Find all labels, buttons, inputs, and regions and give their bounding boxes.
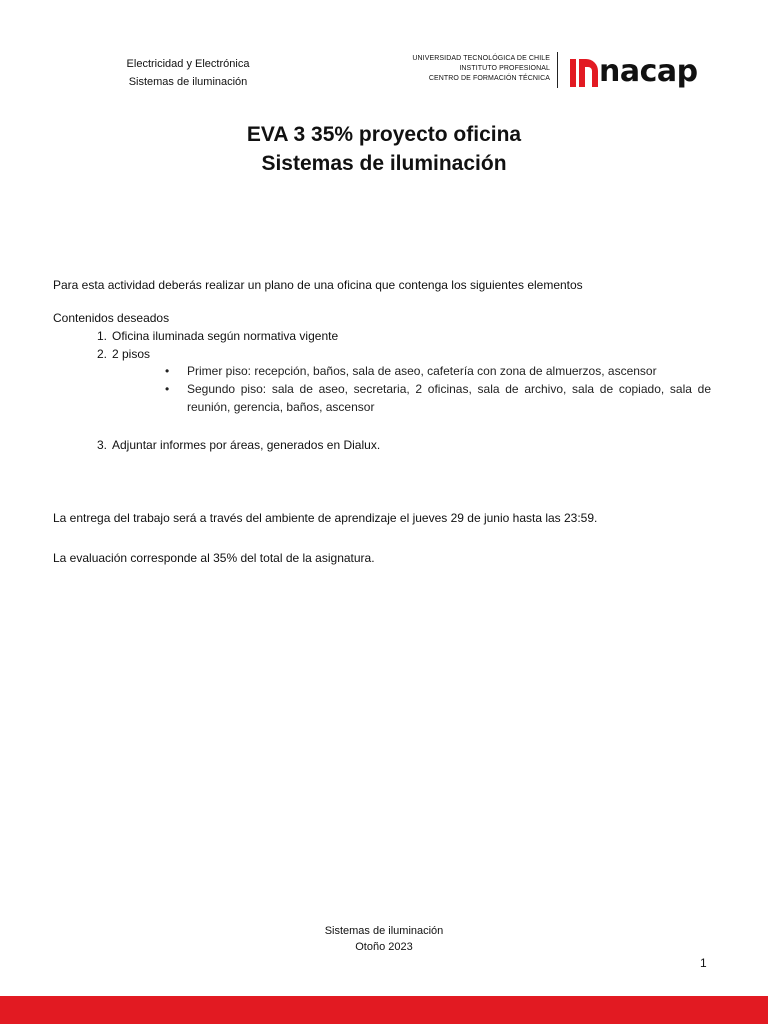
inacap-logo-text: nacap [599,54,698,89]
header-divider [557,52,558,88]
intro-paragraph: Para esta actividad deberás realizar un plano de una oficina que contenga los siguientes elementos [53,278,583,292]
title-line: Sistemas de iluminación [261,152,507,175]
sublist-item-text: Segundo piso: sala de aseo, secretaria, 2 oficinas, sala de archivo, sala de copiado, sala de reunión, gerencia, baños, ascensor [187,382,711,414]
document-title [0,120,768,178]
footer-term: Otoño 2023 [355,941,413,953]
page-number: 1 [700,956,707,970]
footer-brand-bar [0,996,768,1024]
floor-sublist [165,362,711,416]
title-line: EVA 3 35% proyecto oficina [246,123,522,146]
header-course-area: Electricidad y Electrónica [126,58,250,70]
footer-subject: Sistemas de iluminación [324,925,444,937]
ordered-list-item [53,436,713,454]
header-institution-line: INSTITUTO PROFESIONAL [459,65,550,72]
list-number: 2. [96,347,107,361]
header-institution-line: CENTRO DE FORMACIÓN TÉCNICA [428,75,550,82]
list-item-text: Adjuntar informes por áreas, generados en Dialux. [112,438,381,452]
header-course-subject: Sistemas de iluminación [128,76,248,88]
evaluation-paragraph: La evaluación corresponde al 35% del total de la asignatura. [53,551,375,565]
list-item-text: Oficina iluminada según normativa vigente [112,329,339,343]
header-institution-info [408,54,550,84]
bullet-icon: • [165,364,170,378]
bullet-icon: • [165,382,170,396]
page-footer [0,923,768,955]
sublist-item [165,362,711,380]
sublist-item-text: Primer piso: recepción, baños, sala de aseo, cafetería con zona de almuerzos, ascensor [187,364,657,378]
sublist-item [165,380,711,416]
header-institution-line: UNIVERSIDAD TECNOLÓGICA DE CHILE [412,55,550,62]
inacap-logo-mark-icon [570,55,598,89]
list-number: 1. [96,329,107,343]
header-course-info [118,55,258,91]
contents-heading: Contenidos deseados [53,311,170,325]
inacap-logo [570,50,698,94]
ordered-list-item [53,327,713,363]
list-item-text: 2 pisos [112,347,151,361]
delivery-paragraph: La entrega del trabajo será a través del ambiente de aprendizaje el jueves 29 de junio hasta las 23:59. [53,511,598,525]
list-number: 3. [96,438,107,452]
